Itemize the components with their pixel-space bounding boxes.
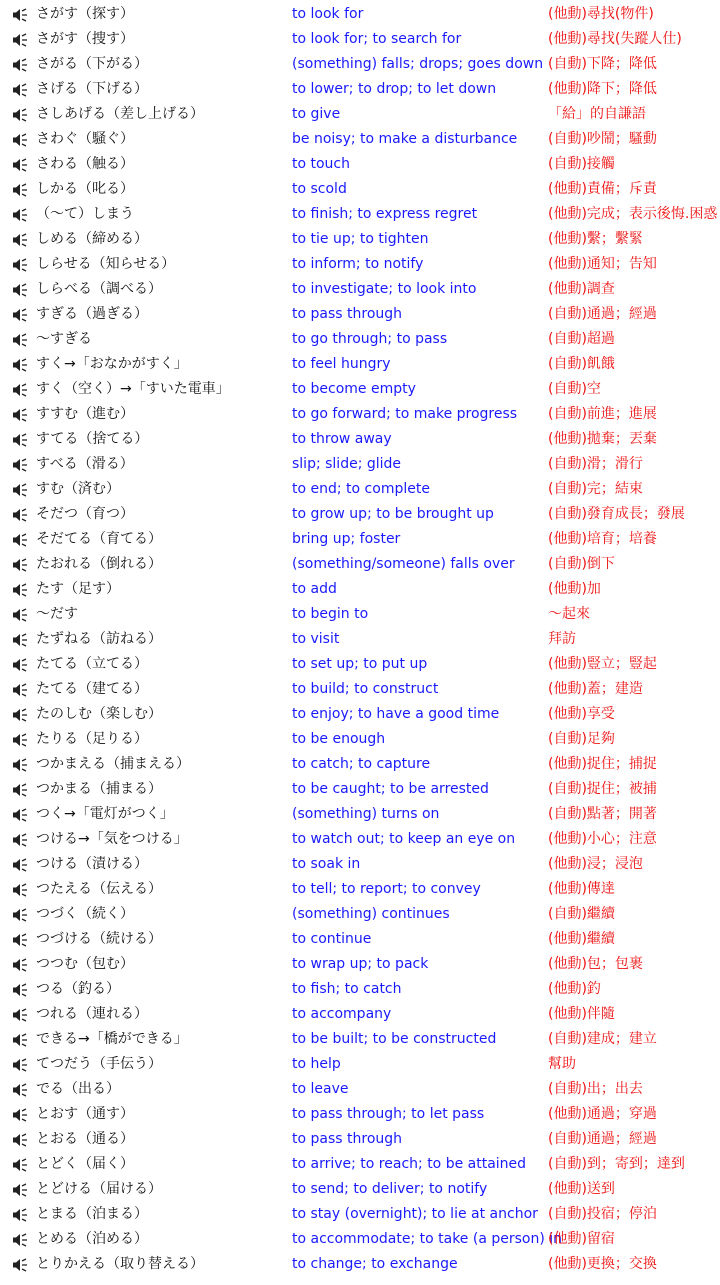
english-meaning: to inform; to notify <box>292 256 424 272</box>
japanese-word: つかまえる（捕まえる） <box>36 756 190 772</box>
english-meaning: to become empty <box>292 381 416 397</box>
english-meaning: to accommodate; to take (a person) in <box>292 1231 563 1247</box>
vocab-row <box>0 1177 720 1202</box>
chinese-meaning: (他動)更換；交換 <box>548 1256 657 1272</box>
chinese-meaning: (他動)繫；繫緊 <box>548 231 643 247</box>
vocabulary-list <box>0 2 720 1277</box>
english-meaning: to lower; to drop; to let down <box>292 81 497 97</box>
chinese-meaning: (自動)到；寄到；達到 <box>548 1156 685 1172</box>
speaker-icon[interactable] <box>12 1257 28 1271</box>
speaker-icon[interactable] <box>12 732 28 746</box>
english-meaning: to wrap up; to pack <box>292 956 429 972</box>
vocab-row <box>0 327 720 352</box>
speaker-icon[interactable] <box>12 32 28 46</box>
chinese-meaning: (他動)完成；表示後悔.困惑 <box>548 206 718 222</box>
japanese-word: てつだう（手伝う） <box>36 1056 162 1072</box>
english-meaning: to set up; to put up <box>292 656 428 672</box>
vocab-row <box>0 227 720 252</box>
speaker-icon[interactable] <box>12 1007 28 1021</box>
japanese-word: つける（漬ける） <box>36 856 148 872</box>
vocab-row <box>0 927 720 952</box>
chinese-meaning: (自動)通過；經過 <box>548 1131 657 1147</box>
english-meaning: to stay (overnight); to lie at anchor <box>292 1206 538 1222</box>
vocab-row <box>0 777 720 802</box>
vocab-row <box>0 1252 720 1277</box>
vocab-row <box>0 127 720 152</box>
japanese-word: とどける（届ける） <box>36 1181 162 1197</box>
vocab-row <box>0 52 720 77</box>
speaker-icon[interactable] <box>12 132 28 146</box>
japanese-word: しらせる（知らせる） <box>36 256 176 272</box>
english-meaning: (something/someone) falls over <box>292 556 515 572</box>
speaker-icon[interactable] <box>12 907 28 921</box>
chinese-meaning: (他動)釣 <box>548 981 601 997</box>
vocab-row <box>0 177 720 202</box>
chinese-meaning: (自動)通過；經過 <box>548 306 657 322</box>
japanese-word: さがる（下がる） <box>36 56 148 72</box>
english-meaning: to build; to construct <box>292 681 439 697</box>
speaker-icon[interactable] <box>12 882 28 896</box>
japanese-word: たずねる（訪ねる） <box>36 631 162 647</box>
english-meaning: to continue <box>292 931 372 947</box>
chinese-meaning: (他動)加 <box>548 581 601 597</box>
vocab-row <box>0 77 720 102</box>
japanese-word: つかまる（捕まる） <box>36 781 162 797</box>
english-meaning: bring up; foster <box>292 531 401 547</box>
chinese-meaning: (他動)尋找(失蹤人仕) <box>548 31 682 47</box>
english-meaning: to accompany <box>292 1006 392 1022</box>
english-meaning: to fish; to catch <box>292 981 402 997</box>
vocab-row <box>0 477 720 502</box>
chinese-meaning: (自動)空 <box>548 381 601 397</box>
chinese-meaning: (自動)倒下 <box>548 556 615 572</box>
chinese-meaning: (自動)投宿；停泊 <box>548 1206 657 1222</box>
japanese-word: つたえる（伝える） <box>36 881 162 897</box>
chinese-meaning: (自動)捉住；被捕 <box>548 781 657 797</box>
chinese-meaning: (他動)培育；培養 <box>548 531 657 547</box>
english-meaning: to investigate; to look into <box>292 281 477 297</box>
english-meaning: to be built; to be constructed <box>292 1031 497 1047</box>
speaker-icon[interactable] <box>12 757 28 771</box>
speaker-icon[interactable] <box>12 432 28 446</box>
japanese-word: さがす（捜す） <box>36 31 134 47</box>
english-meaning: to begin to <box>292 606 369 622</box>
vocab-row <box>0 1052 720 1077</box>
japanese-word: つれる（連れる） <box>36 1006 148 1022</box>
vocab-row <box>0 1152 720 1177</box>
speaker-icon[interactable] <box>12 407 28 421</box>
speaker-icon[interactable] <box>12 932 28 946</box>
speaker-icon[interactable] <box>12 1132 28 1146</box>
vocab-row <box>0 2 720 27</box>
chinese-meaning: (自動)滑；滑行 <box>548 456 643 472</box>
speaker-icon[interactable] <box>12 582 28 596</box>
speaker-icon[interactable] <box>12 332 28 346</box>
vocab-row <box>0 427 720 452</box>
chinese-meaning: (他動)通過；穿過 <box>548 1106 657 1122</box>
speaker-icon[interactable] <box>12 507 28 521</box>
vocab-row <box>0 652 720 677</box>
japanese-word: さわぐ（騒ぐ） <box>36 131 134 147</box>
japanese-word: しめる（締める） <box>36 231 148 247</box>
speaker-icon[interactable] <box>12 982 28 996</box>
chinese-meaning: (自動)出；出去 <box>548 1081 643 1097</box>
vocab-row <box>0 1027 720 1052</box>
japanese-word: とまる（泊まる） <box>36 1206 148 1222</box>
english-meaning: to grow up; to be brought up <box>292 506 494 522</box>
speaker-icon[interactable] <box>12 832 28 846</box>
speaker-icon[interactable] <box>12 682 28 696</box>
japanese-word: しらべる（調べる） <box>36 281 162 297</box>
japanese-word: とりかえる（取り替える） <box>36 1256 204 1272</box>
english-meaning: to add <box>292 581 337 597</box>
vocab-row <box>0 827 720 852</box>
vocab-row <box>0 152 720 177</box>
chinese-meaning: 拜訪 <box>548 631 576 647</box>
speaker-icon[interactable] <box>12 557 28 571</box>
vocab-row <box>0 27 720 52</box>
speaker-icon[interactable] <box>12 857 28 871</box>
vocab-row <box>0 527 720 552</box>
chinese-meaning: (他動)調查 <box>548 281 615 297</box>
speaker-icon[interactable] <box>12 1032 28 1046</box>
chinese-meaning: (他動)留宿 <box>548 1231 615 1247</box>
japanese-word: たす（足す） <box>36 581 120 597</box>
chinese-meaning: (自動)飢餓 <box>548 356 615 372</box>
vocab-row <box>0 752 720 777</box>
speaker-icon[interactable] <box>12 1107 28 1121</box>
speaker-icon[interactable] <box>12 157 28 171</box>
speaker-icon[interactable] <box>12 1207 28 1221</box>
vocab-row <box>0 1077 720 1102</box>
vocab-row <box>0 802 720 827</box>
english-meaning: to visit <box>292 631 340 647</box>
japanese-word: ～だす <box>36 606 78 622</box>
chinese-meaning: (自動)繼續 <box>548 906 615 922</box>
chinese-meaning: (他動)降下；降低 <box>548 81 657 97</box>
english-meaning: to leave <box>292 1081 349 1097</box>
speaker-icon[interactable] <box>12 382 28 396</box>
vocab-row <box>0 602 720 627</box>
speaker-icon[interactable] <box>12 807 28 821</box>
vocab-row <box>0 1202 720 1227</box>
vocab-row <box>0 452 720 477</box>
english-meaning: to pass through <box>292 306 403 322</box>
japanese-word: できる→「橋ができる」 <box>36 1031 188 1047</box>
chinese-meaning: (自動)完；結束 <box>548 481 643 497</box>
japanese-word: つる（釣る） <box>36 981 120 997</box>
speaker-icon[interactable] <box>12 532 28 546</box>
speaker-icon[interactable] <box>12 632 28 646</box>
english-meaning: to end; to complete <box>292 481 430 497</box>
vocab-row <box>0 627 720 652</box>
japanese-word: たりる（足りる） <box>36 731 148 747</box>
japanese-word: たてる（建てる） <box>36 681 148 697</box>
japanese-word: つける→「気をつける」 <box>36 831 188 847</box>
speaker-icon[interactable] <box>12 457 28 471</box>
english-meaning: (something) falls; drops; goes down <box>292 56 544 72</box>
japanese-word: さがす（探す） <box>36 6 134 22</box>
chinese-meaning: (自動)發育成長；發展 <box>548 506 685 522</box>
japanese-word: たおれる（倒れる） <box>36 556 162 572</box>
chinese-meaning: (自動)吵鬧；騷動 <box>548 131 657 147</box>
english-meaning: to tell; to report; to convey <box>292 881 481 897</box>
english-meaning: to watch out; to keep an eye on <box>292 831 516 847</box>
japanese-word: つづく（続く） <box>36 906 134 922</box>
chinese-meaning: (他動)小心；注意 <box>548 831 657 847</box>
japanese-word: しかる（叱る） <box>36 181 134 197</box>
vocab-row <box>0 577 720 602</box>
japanese-word: でる（出る） <box>36 1081 120 1097</box>
english-meaning: to send; to deliver; to notify <box>292 1181 488 1197</box>
japanese-word: そだつ（育つ） <box>36 506 134 522</box>
speaker-icon[interactable] <box>12 57 28 71</box>
speaker-icon[interactable] <box>12 1182 28 1196</box>
vocab-row <box>0 727 720 752</box>
english-meaning: slip; slide; glide <box>292 456 402 472</box>
vocab-row <box>0 302 720 327</box>
japanese-word: たのしむ（楽しむ） <box>36 706 162 722</box>
japanese-word: すく→「おなかがすく」 <box>36 356 188 372</box>
japanese-word: とおる（通る） <box>36 1131 134 1147</box>
chinese-meaning: (自動)足夠 <box>548 731 615 747</box>
english-meaning: to look for <box>292 6 364 22</box>
chinese-meaning: (他動)捉住；捕捉 <box>548 756 657 772</box>
speaker-icon[interactable] <box>12 782 28 796</box>
speaker-icon[interactable] <box>12 257 28 271</box>
vocab-row <box>0 252 720 277</box>
english-meaning: (something) turns on <box>292 806 440 822</box>
japanese-word: そだてる（育てる） <box>36 531 162 547</box>
chinese-meaning: (他動)送到 <box>548 1181 615 1197</box>
english-meaning: to pass through; to let pass <box>292 1106 485 1122</box>
english-meaning: to change; to exchange <box>292 1256 458 1272</box>
japanese-word: さわる（触る） <box>36 156 134 172</box>
japanese-word: つづける（続ける） <box>36 931 162 947</box>
speaker-icon[interactable] <box>12 1057 28 1071</box>
english-meaning: to soak in <box>292 856 361 872</box>
speaker-icon[interactable] <box>12 282 28 296</box>
vocab-row <box>0 952 720 977</box>
english-meaning: to catch; to capture <box>292 756 431 772</box>
chinese-meaning: (他動)包；包裹 <box>548 956 643 972</box>
english-meaning: be noisy; to make a disturbance <box>292 131 518 147</box>
english-meaning: to finish; to express regret <box>292 206 478 222</box>
chinese-meaning: 幫助 <box>548 1056 576 1072</box>
vocab-row <box>0 902 720 927</box>
english-meaning: to arrive; to reach; to be attained <box>292 1156 527 1172</box>
chinese-meaning: (自動)前進；進展 <box>548 406 657 422</box>
chinese-meaning: ～起來 <box>548 606 590 622</box>
speaker-icon[interactable] <box>12 607 28 621</box>
vocab-row <box>0 877 720 902</box>
english-meaning: to touch <box>292 156 351 172</box>
chinese-meaning: (他動)蓋；建造 <box>548 681 643 697</box>
english-meaning: to tie up; to tighten <box>292 231 429 247</box>
chinese-meaning: (他動)責備；斥責 <box>548 181 657 197</box>
vocab-row <box>0 702 720 727</box>
vocab-row <box>0 352 720 377</box>
chinese-meaning: (他動)尋找(物件) <box>548 6 654 22</box>
chinese-meaning: (自動)超過 <box>548 331 615 347</box>
speaker-icon[interactable] <box>12 1157 28 1171</box>
chinese-meaning: (自動)下降；降低 <box>548 56 657 72</box>
vocab-row <box>0 277 720 302</box>
japanese-word: すぎる（過ぎる） <box>36 306 148 322</box>
chinese-meaning: (自動)建成；建立 <box>548 1031 657 1047</box>
japanese-word: ～すぎる <box>36 331 92 347</box>
english-meaning: to enjoy; to have a good time <box>292 706 500 722</box>
chinese-meaning: (自動)點著；開著 <box>548 806 657 822</box>
chinese-meaning: (自動)接觸 <box>548 156 615 172</box>
chinese-meaning: (他動)通知；告知 <box>548 256 657 272</box>
chinese-meaning: 「給」的自謙語 <box>548 106 646 122</box>
vocab-row <box>0 552 720 577</box>
japanese-word: すく（空く）→「すいた電車」 <box>36 381 230 397</box>
chinese-meaning: (他動)伴隨 <box>548 1006 615 1022</box>
english-meaning: to look for; to search for <box>292 31 462 47</box>
vocab-row <box>0 402 720 427</box>
vocab-row <box>0 1102 720 1127</box>
vocab-row <box>0 977 720 1002</box>
speaker-icon[interactable] <box>12 1082 28 1096</box>
japanese-word: すべる（滑る） <box>36 456 134 472</box>
english-meaning: (something) continues <box>292 906 450 922</box>
japanese-word: つく→「電灯がつく」 <box>36 806 174 822</box>
speaker-icon[interactable] <box>12 957 28 971</box>
speaker-icon[interactable] <box>12 207 28 221</box>
japanese-word: すむ（済む） <box>36 481 120 497</box>
japanese-word: さげる（下げる） <box>36 81 148 97</box>
english-meaning: to give <box>292 106 341 122</box>
english-meaning: to pass through <box>292 1131 403 1147</box>
vocab-row <box>0 852 720 877</box>
speaker-icon[interactable] <box>12 7 28 21</box>
english-meaning: to go through; to pass <box>292 331 448 347</box>
japanese-word: とめる（泊める） <box>36 1231 148 1247</box>
vocab-row <box>0 677 720 702</box>
chinese-meaning: (他動)拋棄；丟棄 <box>548 431 657 447</box>
speaker-icon[interactable] <box>12 357 28 371</box>
english-meaning: to go forward; to make progress <box>292 406 518 422</box>
vocab-row <box>0 102 720 127</box>
japanese-word: （～て）しまう <box>36 206 134 222</box>
vocab-row <box>0 1127 720 1152</box>
japanese-word: たてる（立てる） <box>36 656 148 672</box>
english-meaning: to be enough <box>292 731 386 747</box>
chinese-meaning: (他動)繼續 <box>548 931 615 947</box>
vocab-row <box>0 1227 720 1252</box>
speaker-icon[interactable] <box>12 657 28 671</box>
japanese-word: つつむ（包む） <box>36 956 134 972</box>
vocab-row <box>0 502 720 527</box>
japanese-word: とどく（届く） <box>36 1156 134 1172</box>
speaker-icon[interactable] <box>12 482 28 496</box>
english-meaning: to throw away <box>292 431 392 447</box>
japanese-word: すてる（捨てる） <box>36 431 149 447</box>
japanese-word: さしあげる（差し上げる） <box>36 106 204 122</box>
chinese-meaning: (他動)傳達 <box>548 881 615 897</box>
english-meaning: to scold <box>292 181 347 197</box>
speaker-icon[interactable] <box>12 107 28 121</box>
english-meaning: to feel hungry <box>292 356 391 372</box>
japanese-word: すすむ（進む） <box>36 406 135 422</box>
speaker-icon[interactable] <box>12 707 28 721</box>
speaker-icon[interactable] <box>12 1232 28 1246</box>
speaker-icon[interactable] <box>12 307 28 321</box>
english-meaning: to be caught; to be arrested <box>292 781 489 797</box>
english-meaning: to help <box>292 1056 341 1072</box>
chinese-meaning: (他動)浸；浸泡 <box>548 856 643 872</box>
vocab-row <box>0 1002 720 1027</box>
vocab-row <box>0 377 720 402</box>
vocab-row <box>0 202 720 227</box>
speaker-icon[interactable] <box>12 232 28 246</box>
speaker-icon[interactable] <box>12 82 28 96</box>
chinese-meaning: (他動)享受 <box>548 706 615 722</box>
japanese-word: とおす（通す） <box>36 1106 134 1122</box>
chinese-meaning: (他動)豎立；豎起 <box>548 656 657 672</box>
speaker-icon[interactable] <box>12 182 28 196</box>
